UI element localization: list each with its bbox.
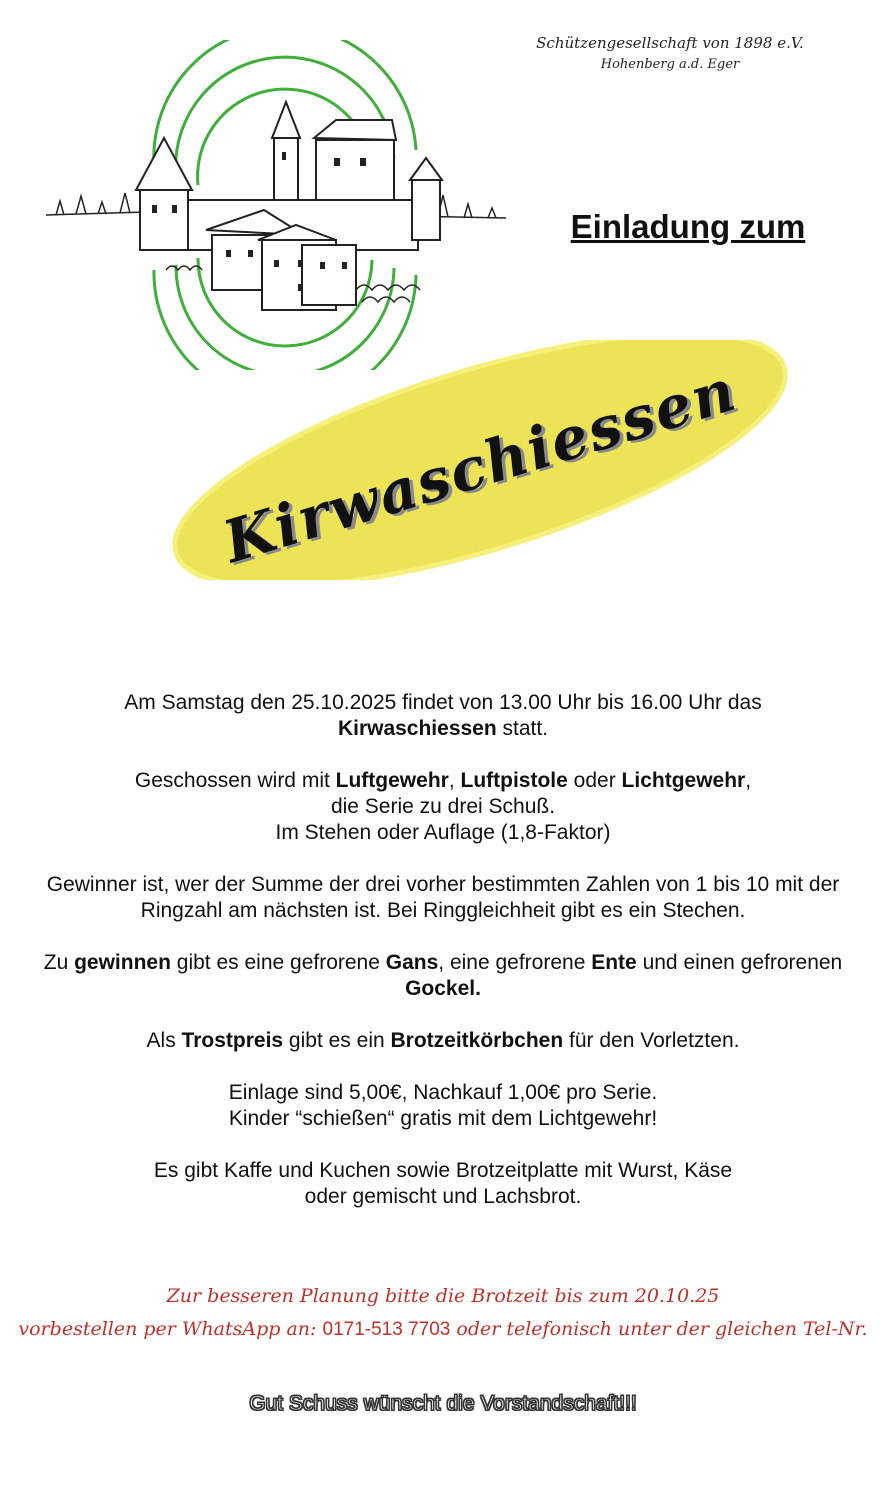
winner-paragraph: Gewinner ist, wer der Summe der drei vorher bestimmten Zahlen von 1 bis 10 mit der Ringzahl am nächsten ist. Bei Ringgleichheit gibt es ein Stechen. [46, 873, 840, 922]
separator: , [448, 769, 461, 792]
club-name-line1: Schützengesellschaft von 1898 e.V. [536, 34, 804, 52]
weapon-lichtgewehr: Lichtgewehr [621, 769, 746, 792]
food-paragraph [20, 1158, 866, 1210]
event-details [20, 690, 866, 1236]
prizes-bold: gewinnen [74, 951, 171, 974]
prize-ente: Ente [591, 951, 637, 974]
consolation-bold: Trostpreis [181, 1029, 284, 1052]
prizes-text: , eine gefrorene [438, 951, 592, 974]
food-text: Es gibt Kaffe und Kuchen sowie Brotzeitplatte mit Wurst, Käse [153, 1159, 733, 1182]
prizes-paragraph [20, 950, 866, 1002]
invitation-heading: Einladung zum [570, 208, 806, 245]
date-text: Am Samstag den 25.10.2025 findet von 13.00 Uhr bis 16.00 Uhr das [124, 691, 762, 714]
preorder-text: vorbestellen per WhatsApp an: [18, 1318, 323, 1340]
club-name-line2: Hohenberg a.d. Eger [600, 57, 740, 72]
prize-gans: Gans [385, 951, 439, 974]
fees-paragraph [20, 1080, 866, 1132]
castle-logo-icon [36, 40, 526, 370]
preorder-line1: Zur besseren Planung bitte die Brotzeit bis zum 20.10.25 [166, 1285, 720, 1307]
series-text: die Serie zu drei Schuß. [330, 795, 556, 818]
preorder-note [10, 1280, 876, 1346]
event-name: Kirwaschiessen [337, 717, 497, 740]
food-text-end: oder gemischt und Lachsbrot. [304, 1185, 582, 1208]
consolation-prize: Brotzeitkörbchen [390, 1029, 564, 1052]
consolation-paragraph [20, 1028, 866, 1054]
weapon-luftgewehr: Luftgewehr [335, 769, 449, 792]
position-text: Im Stehen oder Auflage (1,8-Faktor) [275, 821, 611, 844]
consolation-text: gibt es ein [283, 1029, 391, 1052]
weapons-paragraph [20, 768, 866, 846]
club-name [520, 32, 820, 76]
separator: oder [567, 769, 622, 792]
prizes-text: gibt es eine gefrorene [170, 951, 386, 974]
preorder-text-end: oder telefonisch unter der gleichen Tel-Nr. [450, 1318, 868, 1340]
weapons-intro: Geschossen wird mit [134, 769, 336, 792]
fees-text: Einlage sind 5,00€, Nachkauf 1,00€ pro Serie. [228, 1081, 658, 1104]
preorder-line2 [10, 1313, 876, 1346]
phone-number: 0171-513 7703 [322, 1319, 451, 1340]
weapon-luftpistole: Luftpistole [460, 769, 568, 792]
prizes-text: und einen gefrorenen [636, 951, 843, 974]
banner-title: Kirwaschiessen [215, 355, 745, 577]
farewell-text: Gut Schuss wünscht die Vorstandschaft!!! [249, 1392, 637, 1415]
date-text-end: statt. [496, 717, 549, 740]
consolation-text: Als [146, 1029, 182, 1052]
date-paragraph [20, 690, 866, 742]
prizes-text: Zu [43, 951, 75, 974]
separator: , [745, 769, 752, 792]
consolation-text: für den Vorletzten. [563, 1029, 740, 1052]
kids-text: Kinder “schießen“ gratis mit dem Lichtgewehr! [228, 1107, 658, 1130]
prize-gockel: Gockel. [405, 977, 481, 1000]
